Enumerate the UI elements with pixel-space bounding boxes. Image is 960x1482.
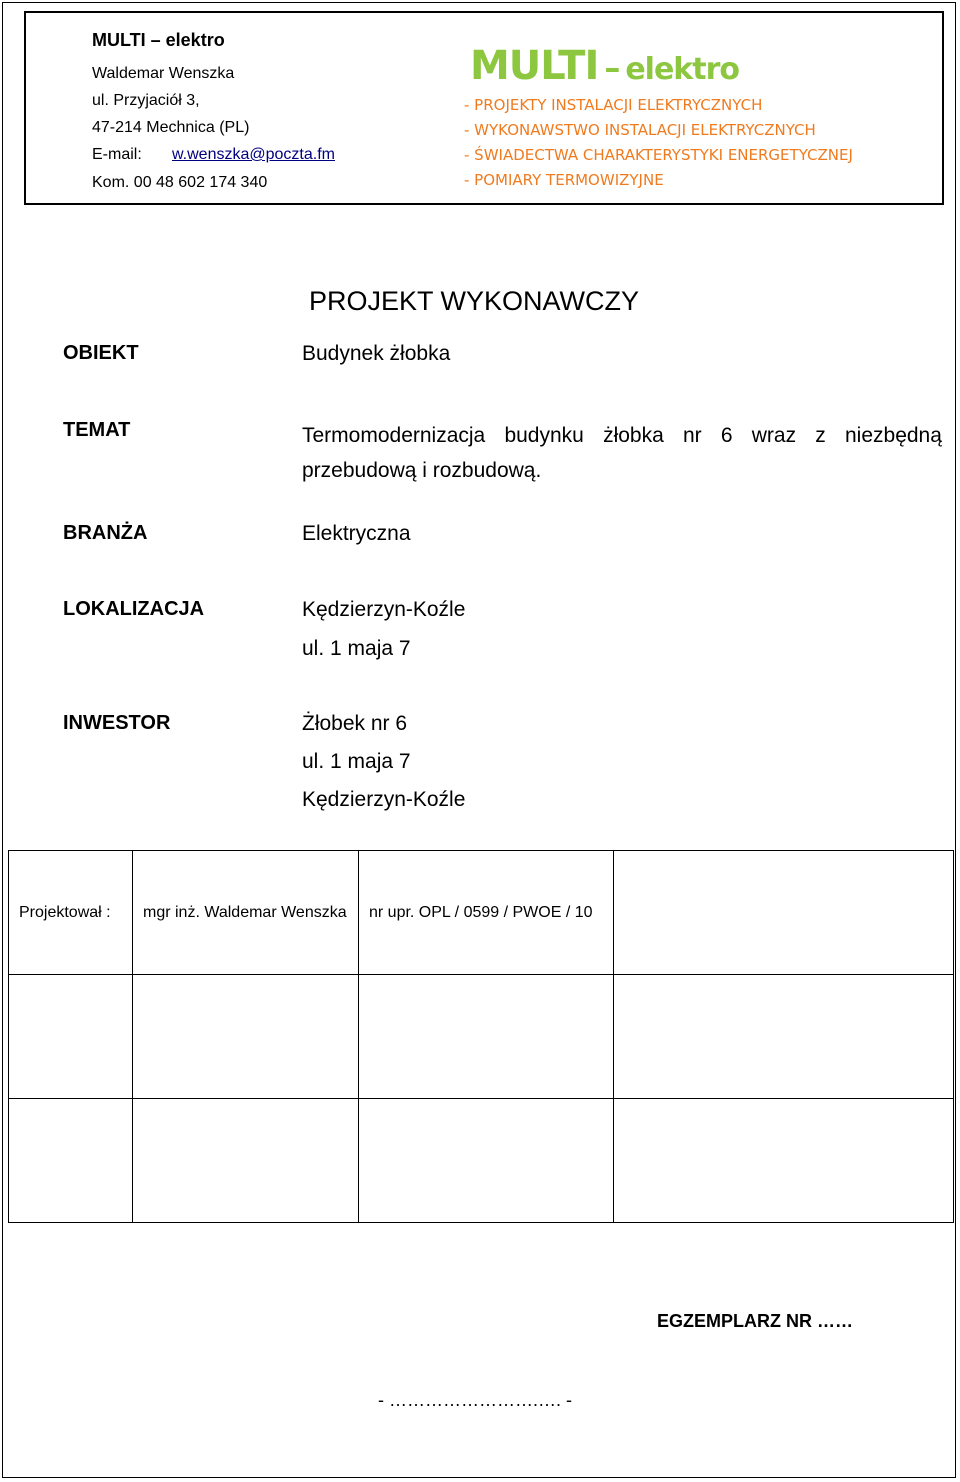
inwestor-label: INWESTOR <box>63 712 171 734</box>
email-link[interactable]: w.wenszka@poczta.fm <box>172 146 335 163</box>
logo-brand: MULTI <box>470 43 599 89</box>
owner-name: Waldemar Wenszka <box>92 65 235 82</box>
phone-number: Kom. 00 48 602 174 340 <box>92 174 268 191</box>
lokalizacja-street: ul. 1 maja 7 <box>302 637 411 660</box>
branza-value: Elektryczna <box>302 522 411 545</box>
copy-line: - …………………….…. - <box>378 1390 572 1410</box>
empty-cell <box>359 975 614 1099</box>
company-logo <box>470 43 739 89</box>
temat-label: TEMAT <box>63 419 131 441</box>
city-address: 47-214 Mechnica (PL) <box>92 119 250 136</box>
empty-cell <box>9 975 133 1099</box>
email-row <box>92 146 335 164</box>
designer-name-cell: mgr inż. Waldemar Wenszka <box>133 851 359 975</box>
temat-value <box>302 418 942 488</box>
obiekt-label: OBIEKT <box>63 342 139 364</box>
temat-word: wraz <box>751 424 797 447</box>
empty-cell <box>614 975 954 1099</box>
company-name: MULTI – elektro <box>92 30 225 50</box>
document-title: PROJEKT WYKONAWCZY <box>309 286 640 316</box>
table-row <box>9 975 954 1099</box>
signature-table <box>8 850 954 1223</box>
logo-sub: elektro <box>625 52 740 87</box>
temat-word: żłobka <box>603 424 664 447</box>
empty-cell <box>359 1099 614 1223</box>
service-item: - WYKONAWSTWO INSTALACJI ELEKTRYCZNYCH <box>464 121 816 139</box>
letterhead <box>24 11 944 205</box>
copy-number: EGZEMPLARZ NR …… <box>657 1311 853 1331</box>
temat-word: z <box>815 424 826 447</box>
service-item: - ŚWIADECTWA CHARAKTERYSTYKI ENERGETYCZNEJ <box>464 146 853 164</box>
empty-cell <box>133 975 359 1099</box>
page-border <box>2 2 956 1478</box>
temat-line-1 <box>302 418 942 453</box>
temat-line-2: przebudową i rozbudową. <box>302 459 542 482</box>
empty-cell <box>9 1099 133 1223</box>
temat-word: budynku <box>504 424 584 447</box>
service-item: - POMIARY TERMOWIZYJNE <box>464 171 664 189</box>
signature-cell <box>614 851 954 975</box>
inwestor-city: Kędzierzyn-Koźle <box>302 788 466 811</box>
branza-label: BRANŻA <box>63 522 148 544</box>
inwestor-name: Żłobek nr 6 <box>302 712 408 735</box>
empty-cell <box>133 1099 359 1223</box>
service-item: - PROJEKTY INSTALACJI ELEKTRYCZNYCH <box>464 96 763 114</box>
obiekt-value: Budynek żłobka <box>302 342 451 365</box>
temat-word: nr <box>682 424 702 447</box>
lokalizacja-city: Kędzierzyn-Koźle <box>302 598 466 621</box>
designer-label-cell: Projektował : <box>9 851 133 975</box>
lokalizacja-label: LOKALIZACJA <box>63 598 205 620</box>
street-address: ul. Przyjaciół 3, <box>92 92 200 109</box>
table-row <box>9 1099 954 1223</box>
temat-word: Termomodernizacja <box>302 424 486 447</box>
license-number-cell: nr upr. OPL / 0599 / PWOE / 10 <box>359 851 614 975</box>
logo-dash: – <box>604 49 620 87</box>
table-row <box>9 851 954 975</box>
email-label: E-mail: <box>92 146 142 163</box>
services-list <box>464 93 853 193</box>
inwestor-street: ul. 1 maja 7 <box>302 750 411 773</box>
empty-cell <box>614 1099 954 1223</box>
temat-word: 6 <box>720 424 733 447</box>
temat-word: niezbędną <box>845 424 942 447</box>
